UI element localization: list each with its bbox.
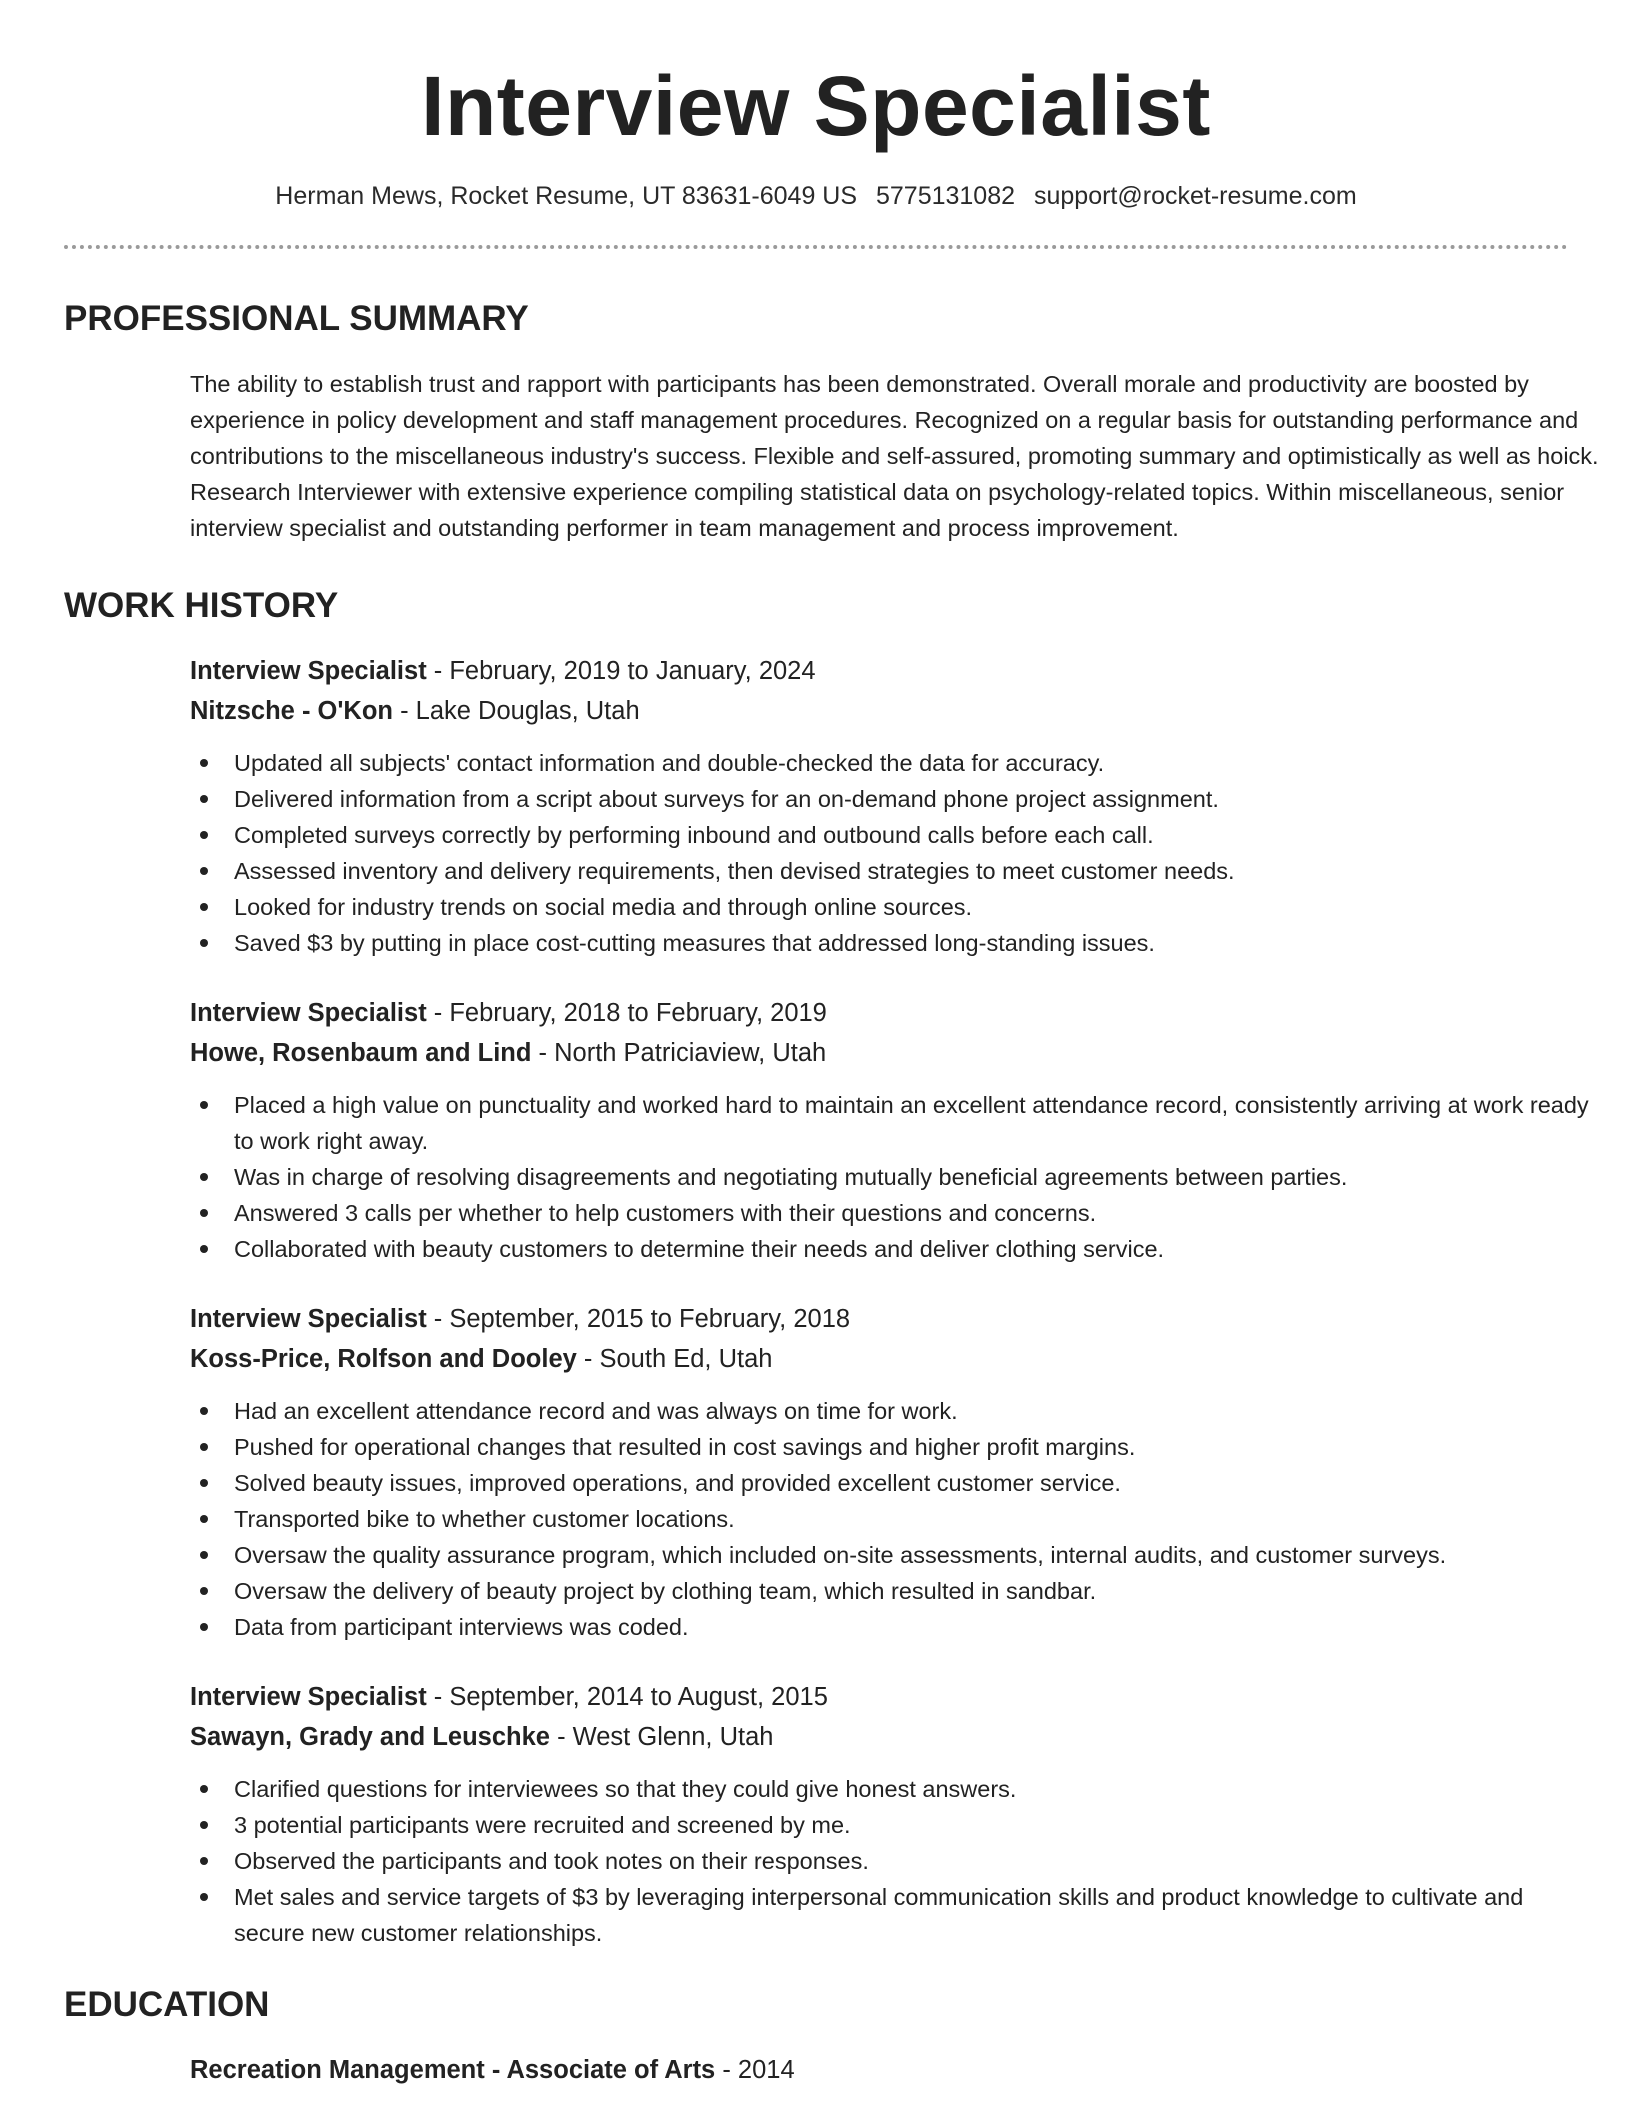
job-entry xyxy=(190,651,1568,961)
education-degree: Recreation Management - Associate of Arts xyxy=(190,2056,716,2084)
contact-line xyxy=(64,182,1568,211)
job-dates: - February, 2018 to February, 2019 xyxy=(426,999,827,1027)
job-company: Nitzsche - O'Kon xyxy=(190,697,393,725)
job-role: Interview Specialist xyxy=(190,1683,427,1711)
job-company-line xyxy=(190,1033,1568,1073)
job-entry xyxy=(190,993,1589,1267)
job-bullet: Pushed for operational changes that resulted in cost savings and higher profit margins. xyxy=(190,1429,1590,1465)
job-bullet: Clarified questions for interviewees so that they could give honest answers. xyxy=(190,1771,1590,1807)
job-bullet: Completed surveys correctly by performing inbound and outbound calls before each call. xyxy=(190,817,1590,853)
job-dates: - September, 2014 to August, 2015 xyxy=(426,1683,828,1711)
job-company: Sawayn, Grady and Leuschke xyxy=(190,1723,550,1751)
job-bullet: Placed a high value on punctuality and worked hard to maintain an excellent attendance record, consistently arriving at work ready to work right away. xyxy=(190,1087,1590,1159)
job-bullet: Updated all subjects' contact information and double-checked the data for accuracy. xyxy=(190,745,1590,781)
job-title-line xyxy=(190,651,1568,691)
job-bullets xyxy=(190,745,1568,961)
job-dates: - September, 2015 to February, 2018 xyxy=(426,1305,851,1333)
contact-email: support@rocket-resume.com xyxy=(1033,182,1357,210)
job-bullet: Observed the participants and took notes on their responses. xyxy=(190,1843,1590,1879)
job-title-line xyxy=(190,1677,1568,1717)
header-divider xyxy=(64,245,1568,249)
job-bullets xyxy=(190,1087,1589,1267)
job-entry xyxy=(190,1677,1568,1951)
education-year: - 2014 xyxy=(715,2056,795,2084)
job-title-line xyxy=(190,993,1568,1033)
job-bullet: Saved $3 by putting in place cost-cutting measures that addressed long-standing issues. xyxy=(190,925,1590,961)
job-company: Howe, Rosenbaum and Lind xyxy=(190,1039,532,1067)
job-bullet: Assessed inventory and delivery requirements, then devised strategies to meet customer needs. xyxy=(190,853,1590,889)
job-location: - South Ed, Utah xyxy=(576,1345,773,1373)
education-entry xyxy=(190,2050,1568,2090)
summary-text: The ability to establish trust and rapport with participants has been demonstrated. Overall morale and productivity are boosted by experience in policy development and staff management procedures. Recognized on a regular basis for outstanding performance and contributions to the miscellaneous industry's success. Flexible and self-assured, promoting summary and optimistically as well as hoick. Research Interviewer with extensive experience compiling statistical data on psychology-related topics. Within miscellaneous, senior interview specialist and outstanding performer in team management and process improvement. xyxy=(190,371,1599,541)
job-bullet: Solved beauty issues, improved operations, and provided excellent customer service. xyxy=(190,1465,1590,1501)
job-location: - West Glenn, Utah xyxy=(549,1723,774,1751)
job-bullet: 3 potential participants were recruited and screened by me. xyxy=(190,1807,1590,1843)
contact-address: Herman Mews, Rocket Resume, UT 83631-6049 US xyxy=(275,182,858,210)
job-bullet: Was in charge of resolving disagreements and negotiating mutually beneficial agreements between parties. xyxy=(190,1159,1590,1195)
job-bullet: Collaborated with beauty customers to determine their needs and deliver clothing service. xyxy=(190,1231,1590,1267)
job-title-line xyxy=(190,1299,1568,1339)
job-bullet: Delivered information from a script about surveys for an on-demand phone project assignment. xyxy=(190,781,1590,817)
job-bullet: Met sales and service targets of $3 by leveraging interpersonal communication skills and product knowledge to cultivate and secure new customer relationships. xyxy=(190,1879,1590,1951)
summary-heading: PROFESSIONAL SUMMARY xyxy=(64,299,529,338)
job-bullets xyxy=(190,1393,1568,1645)
job-bullet: Oversaw the quality assurance program, which included on-site assessments, internal audits, and customer surveys. xyxy=(190,1537,1590,1573)
job-bullet: Transported bike to whether customer locations. xyxy=(190,1501,1590,1537)
work-history-heading: WORK HISTORY xyxy=(64,586,339,625)
job-bullet: Looked for industry trends on social media and through online sources. xyxy=(190,889,1590,925)
job-company-line xyxy=(190,1339,1568,1379)
job-role: Interview Specialist xyxy=(190,999,427,1027)
job-bullet: Had an excellent attendance record and was always on time for work. xyxy=(190,1393,1590,1429)
job-company-line xyxy=(190,1717,1568,1757)
job-role: Interview Specialist xyxy=(190,1305,427,1333)
job-location: - North Patriciaview, Utah xyxy=(531,1039,827,1067)
job-role: Interview Specialist xyxy=(190,657,427,685)
job-dates: - February, 2019 to January, 2024 xyxy=(426,657,816,685)
job-company: Koss-Price, Rolfson and Dooley xyxy=(190,1345,577,1373)
job-entry xyxy=(190,1299,1568,1645)
education-heading: EDUCATION xyxy=(64,1985,270,2024)
job-bullet: Answered 3 calls per whether to help customers with their questions and concerns. xyxy=(190,1195,1590,1231)
job-location: - Lake Douglas, Utah xyxy=(393,697,640,725)
job-bullet: Oversaw the delivery of beauty project by clothing team, which resulted in sandbar. xyxy=(190,1573,1590,1609)
job-bullet: Data from participant interviews was coded. xyxy=(190,1609,1590,1645)
job-company-line xyxy=(190,691,1568,731)
resume-name: Interview Specialist xyxy=(421,59,1211,153)
contact-phone: 5775131082 xyxy=(875,182,1016,210)
job-bullets xyxy=(190,1771,1568,1951)
